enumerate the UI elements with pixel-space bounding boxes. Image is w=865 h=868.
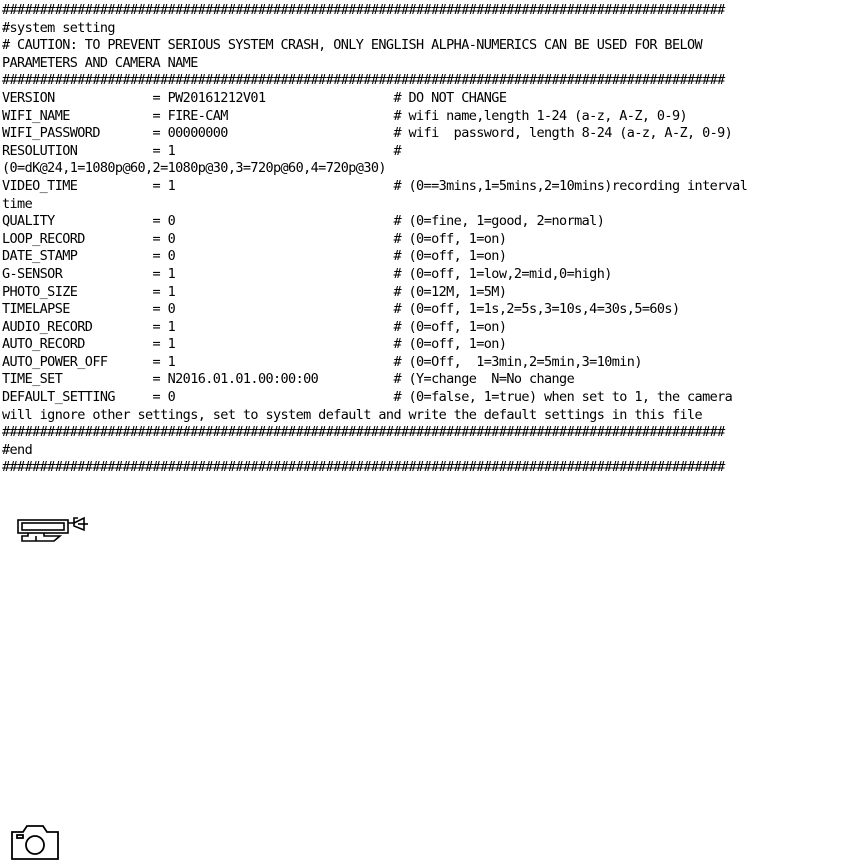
section-header-line: #system setting: [2, 19, 115, 36]
setting-line-audio-record: AUDIO_RECORD = 1 # (0=off, 1=on): [2, 318, 507, 335]
setting-line-wifi-name: WIFI_NAME = FIRE-CAM # wifi name,length 1-24 (a-z, A-Z, 0-9): [2, 107, 688, 124]
setting-line-auto-power-off: AUTO_POWER_OFF = 1 # (0=Off, 1=3min,2=5min,3=10min): [2, 353, 642, 370]
separator-line: ################################################################################################: [2, 2, 725, 18]
setting-line-auto-record: AUTO_RECORD = 1 # (0=off, 1=on): [2, 336, 507, 353]
setting-line-default-setting: DEFAULT_SETTING = 0 # (0=false, 1=true) when set to 1, the camera: [2, 389, 733, 406]
setting-line-version: VERSION = PW20161212V01 # DO NOT CHANGE: [2, 89, 507, 106]
config-file-text: [2, 2, 747, 477]
setting-line-date-stamp: DATE_STAMP = 0 # (0=off, 1=on): [2, 248, 507, 265]
separator-line: ################################################################################################: [2, 424, 725, 441]
setting-line-time-set: TIME_SET = N2016.01.01.00:00:00 # (Y=change N=No change: [2, 371, 575, 388]
caution-line: # CAUTION: TO PREVENT SERIOUS SYSTEM CRASH, ONLY ENGLISH ALPHA-NUMERICS CAN BE USED FOR BELOW: [2, 37, 703, 54]
setting-line-timelapse: TIMELAPSE = 0 # (0=off, 1=1s,2=5s,3=10s,4=30s,5=60s): [2, 301, 680, 318]
setting-line-wifi-password: WIFI_PASSWORD = 00000000 # wifi password, length 8-24 (a-z, A-Z, 0-9): [2, 125, 733, 142]
camera-icon: [9, 822, 61, 862]
separator-line: ################################################################################################: [2, 72, 725, 89]
caution-line-continued: PARAMETERS AND CAMERA NAME: [2, 54, 198, 71]
setting-line-resolution-options: (0=dK@24,1=1080p@60,2=1080p@30,3=720p@60,4=720p@30): [2, 160, 386, 177]
separator-line: ################################################################################################: [2, 459, 725, 476]
setting-line-default-setting-continued: will ignore other settings, set to system default and write the default settings in this file: [2, 406, 703, 423]
setting-line-video-time: VIDEO_TIME = 1 # (0==3mins,1=5mins,2=10mins)recording interval: [2, 177, 748, 194]
setting-line-photo-size: PHOTO_SIZE = 1 # (0=12M, 1=5M): [2, 283, 507, 300]
setting-line-resolution: RESOLUTION = 1 #: [2, 142, 401, 159]
setting-line-g-sensor: G-SENSOR = 1 # (0=off, 1=low,2=mid,0=high): [2, 265, 612, 282]
setting-line-quality: QUALITY = 0 # (0=fine, 1=good, 2=normal): [2, 213, 605, 230]
end-marker-line: #end: [2, 441, 33, 458]
setting-line-loop-record: LOOP_RECORD = 0 # (0=off, 1=on): [2, 230, 507, 247]
setting-line-video-time-continued: time: [2, 195, 33, 212]
camcorder-icon: [14, 514, 90, 544]
